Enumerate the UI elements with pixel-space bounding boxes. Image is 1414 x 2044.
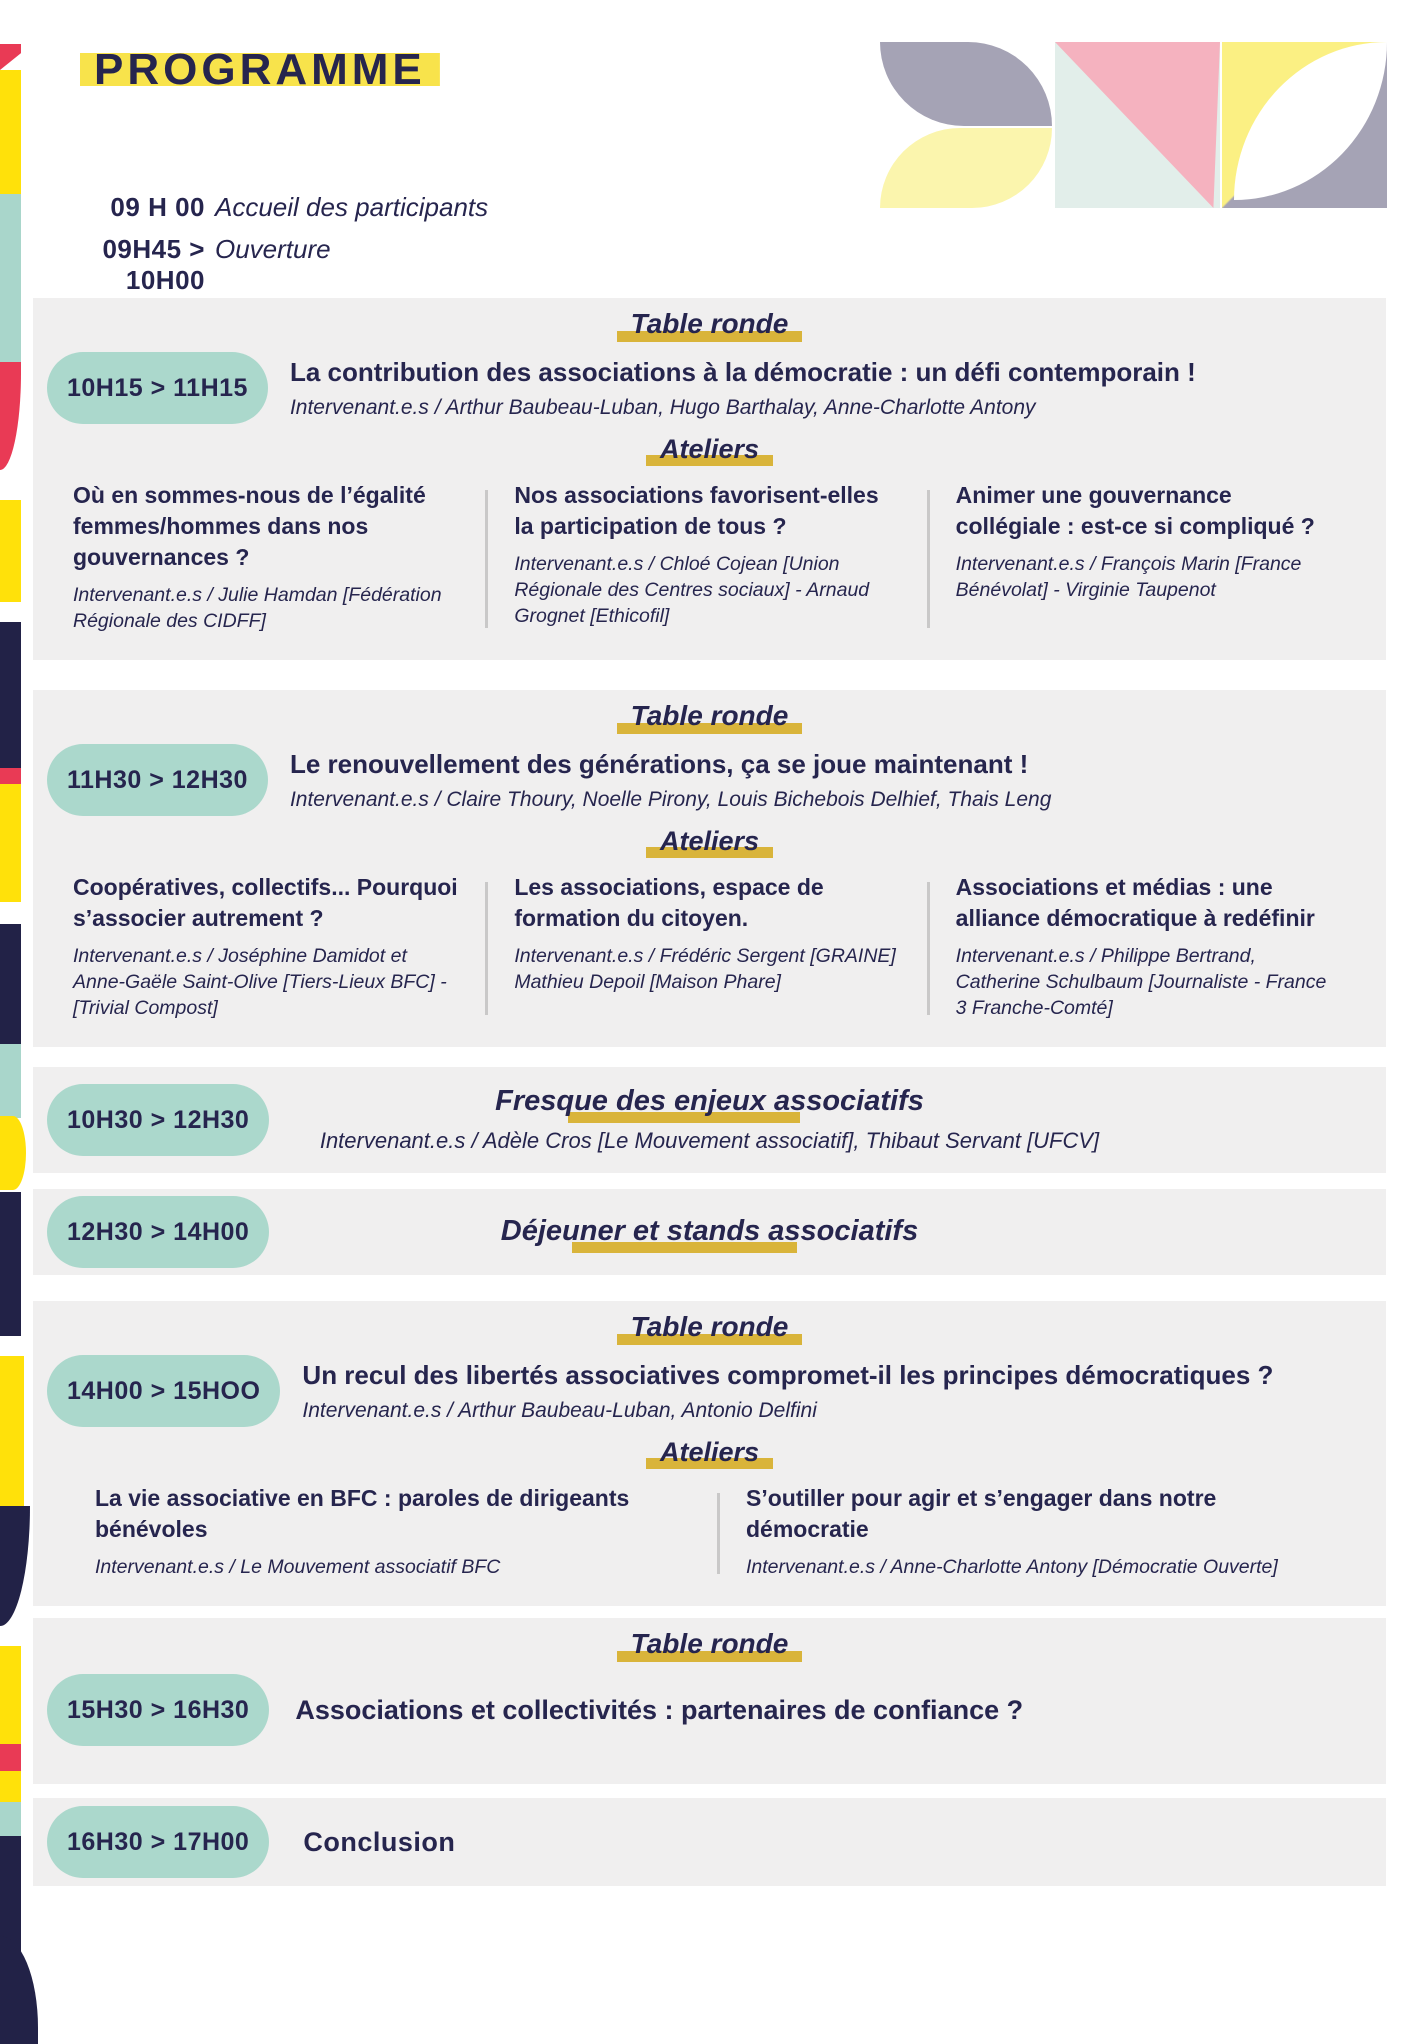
time-pill: 11H30 > 12H30 [47, 744, 268, 816]
atelier-title: S’outiller pour agir et s’engager dans notre démocratie [746, 1485, 1217, 1542]
pink-triangle [1055, 42, 1220, 208]
ateliers-heading: Ateliers [659, 826, 760, 856]
ateliers-columns [33, 474, 1386, 660]
atelier-speakers: Intervenant.e.s / François Marin [France Bénévolat] - Virginie Taupenot [955, 553, 1302, 601]
session-text [290, 744, 1051, 813]
atelier-column [488, 866, 926, 1021]
time-pill: 14H00 > 15HOO [47, 1355, 280, 1427]
intro-row [0, 234, 1414, 295]
strip-red-wedge [0, 44, 21, 70]
session-title: Fresque des enjeux associatifs [495, 1085, 924, 1117]
atelier-column [930, 474, 1368, 634]
atelier-speakers: Intervenant.e.s / Philippe Bertrand, Catherine Schulbaum [Journaliste - France 3 Franche-Comté] [955, 945, 1327, 1019]
programme-page [0, 44, 1414, 2044]
session-title: Un recul des libertés associatives compromet-il les principes démocratiques ? [302, 1360, 1274, 1390]
strip-navy-2 [0, 924, 21, 1044]
session-row [33, 352, 1386, 424]
session-block-3 [33, 1067, 1386, 1173]
kicker-table-ronde: Table ronde [630, 1628, 789, 1659]
session-block-1 [33, 298, 1386, 660]
atelier-speakers: Intervenant.e.s / Chloé Cojean [Union Régionale des Centres sociaux] - Arnaud Grognet [Ethicofil] [514, 553, 870, 627]
atelier-column [930, 866, 1368, 1021]
strip-navy-bottom-curve [0, 1936, 38, 2044]
time-pill: 10H30 > 12H30 [47, 1084, 269, 1156]
intro-time: 09 H 00 [110, 192, 205, 222]
atelier-title: Coopératives, collectifs... Pourquoi s’associer autrement ? [73, 874, 458, 931]
strip-yellow-2 [0, 500, 21, 602]
session-speakers: Intervenant.e.s / Arthur Baubeau-Luban, Hugo Barthalay, Anne-Charlotte Antony [289, 396, 1036, 419]
intro-label: Accueil des participants [215, 192, 489, 222]
time-pill: 12H30 > 14H00 [47, 1196, 269, 1268]
atelier-title: Nos associations favorisent-elles la participation de tous ? [514, 482, 879, 539]
time-pill: 16H30 > 17H00 [47, 1806, 269, 1878]
strip-yellow-1 [0, 70, 21, 194]
strip-yellow-4 [0, 1356, 24, 1506]
yellow-petal-shape [880, 128, 1052, 208]
time-pill: 15H30 > 16H30 [47, 1674, 269, 1746]
session-block-4 [33, 1189, 1386, 1275]
yellow-gray-square [1222, 42, 1387, 208]
session-row [33, 1798, 1386, 1886]
petal-group [880, 42, 1052, 208]
atelier-column [720, 1477, 1368, 1580]
kicker-table-ronde: Table ronde [630, 700, 789, 731]
intro-time: 09H45 > 10H00 [102, 234, 205, 295]
kicker-table-ronde: Table ronde [630, 308, 789, 339]
strip-navy-3 [0, 1192, 21, 1336]
page-title: PROGRAMME [80, 44, 440, 96]
session-row [33, 1674, 1386, 1784]
session-block-5 [33, 1301, 1386, 1606]
session-title: Le renouvellement des générations, ça se joue maintenant ! [289, 749, 1029, 779]
atelier-speakers: Intervenant.e.s / Julie Hamdan [Fédération Régionale des CIDFF] [73, 584, 442, 632]
atelier-title: Animer une gouvernance collégiale : est-ce si compliqué ? [955, 482, 1315, 539]
atelier-column [488, 474, 926, 634]
ateliers-heading: Ateliers [659, 434, 760, 464]
ateliers-columns [33, 1477, 1386, 1606]
time-pill: 10H15 > 11H15 [47, 352, 268, 424]
atelier-speakers: Intervenant.e.s / Joséphine Damidot et Anne-Gaële Saint-Olive [Tiers-Lieux BFC] - [Trivial Compost] [73, 945, 447, 1019]
session-text [290, 352, 1196, 421]
session-row [33, 1355, 1386, 1427]
ateliers-columns [33, 866, 1386, 1047]
session-speakers: Intervenant.e.s / Adèle Cros [Le Mouvement associatif], Thibaut Servant [UFCV] [319, 1128, 1100, 1153]
session-speakers: Intervenant.e.s / Claire Thoury, Noelle Pirony, Louis Bichebois Delhief, Thais Leng [289, 788, 1052, 811]
atelier-column [59, 474, 485, 634]
ateliers-heading: Ateliers [659, 1437, 760, 1467]
strip-red-1 [0, 362, 21, 470]
session-title: La contribution des associations à la démocratie : un défi contemporain ! [289, 357, 1196, 387]
kicker-table-ronde: Table ronde [630, 1311, 789, 1342]
strip-navy-4 [0, 1836, 21, 2044]
header [80, 44, 1414, 100]
atelier-speakers: Intervenant.e.s / Frédéric Sergent [GRAINE] Mathieu Depoil [Maison Phare] [514, 945, 896, 993]
session-block-7 [33, 1798, 1386, 1886]
atelier-title: Où en sommes-nous de l’égalité femmes/hommes dans nos gouvernances ? [73, 482, 426, 570]
atelier-title: Les associations, espace de formation du citoyen. [514, 874, 824, 931]
session-title: Déjeuner et stands associatifs [500, 1215, 919, 1247]
atelier-speakers: Intervenant.e.s / Anne-Charlotte Antony [Démocratie Ouverte] [746, 1556, 1278, 1578]
strip-red-2 [0, 768, 21, 784]
session-title: Conclusion [303, 1826, 456, 1857]
session-row [33, 744, 1386, 816]
strip-yellow-3 [0, 784, 21, 902]
atelier-column [81, 1477, 717, 1580]
gray-petal-shape [880, 42, 1052, 126]
top-right-decoration [880, 42, 1390, 208]
session-block-2 [33, 690, 1386, 1047]
strip-navy-1 [0, 622, 21, 768]
intro-label: Ouverture [215, 234, 331, 264]
strip-teal-3 [0, 1802, 21, 1836]
strip-navy-curve [0, 1506, 30, 1626]
mint-square [1055, 42, 1220, 208]
session-text [302, 1355, 1273, 1424]
atelier-column [59, 866, 485, 1021]
atelier-title: Associations et médias : une alliance démocratique à redéfinir [955, 874, 1315, 931]
session-speakers: Intervenant.e.s / Arthur Baubeau-Luban, Antonio Delfini [302, 1399, 817, 1422]
strip-yellow-blob [0, 1116, 26, 1190]
atelier-speakers: Intervenant.e.s / Le Mouvement associatif BFC [95, 1556, 501, 1578]
strip-yellow-5 [0, 1646, 21, 1802]
session-title: Associations et collectivités : partenaires de confiance ? [295, 1694, 1024, 1725]
strip-red-band [0, 1744, 21, 1771]
session-block-6 [33, 1618, 1386, 1784]
white-leaf-shape [1234, 42, 1387, 200]
strip-teal-2 [0, 1044, 21, 1118]
atelier-title: La vie associative en BFC : paroles de dirigeants bénévoles [95, 1485, 630, 1542]
